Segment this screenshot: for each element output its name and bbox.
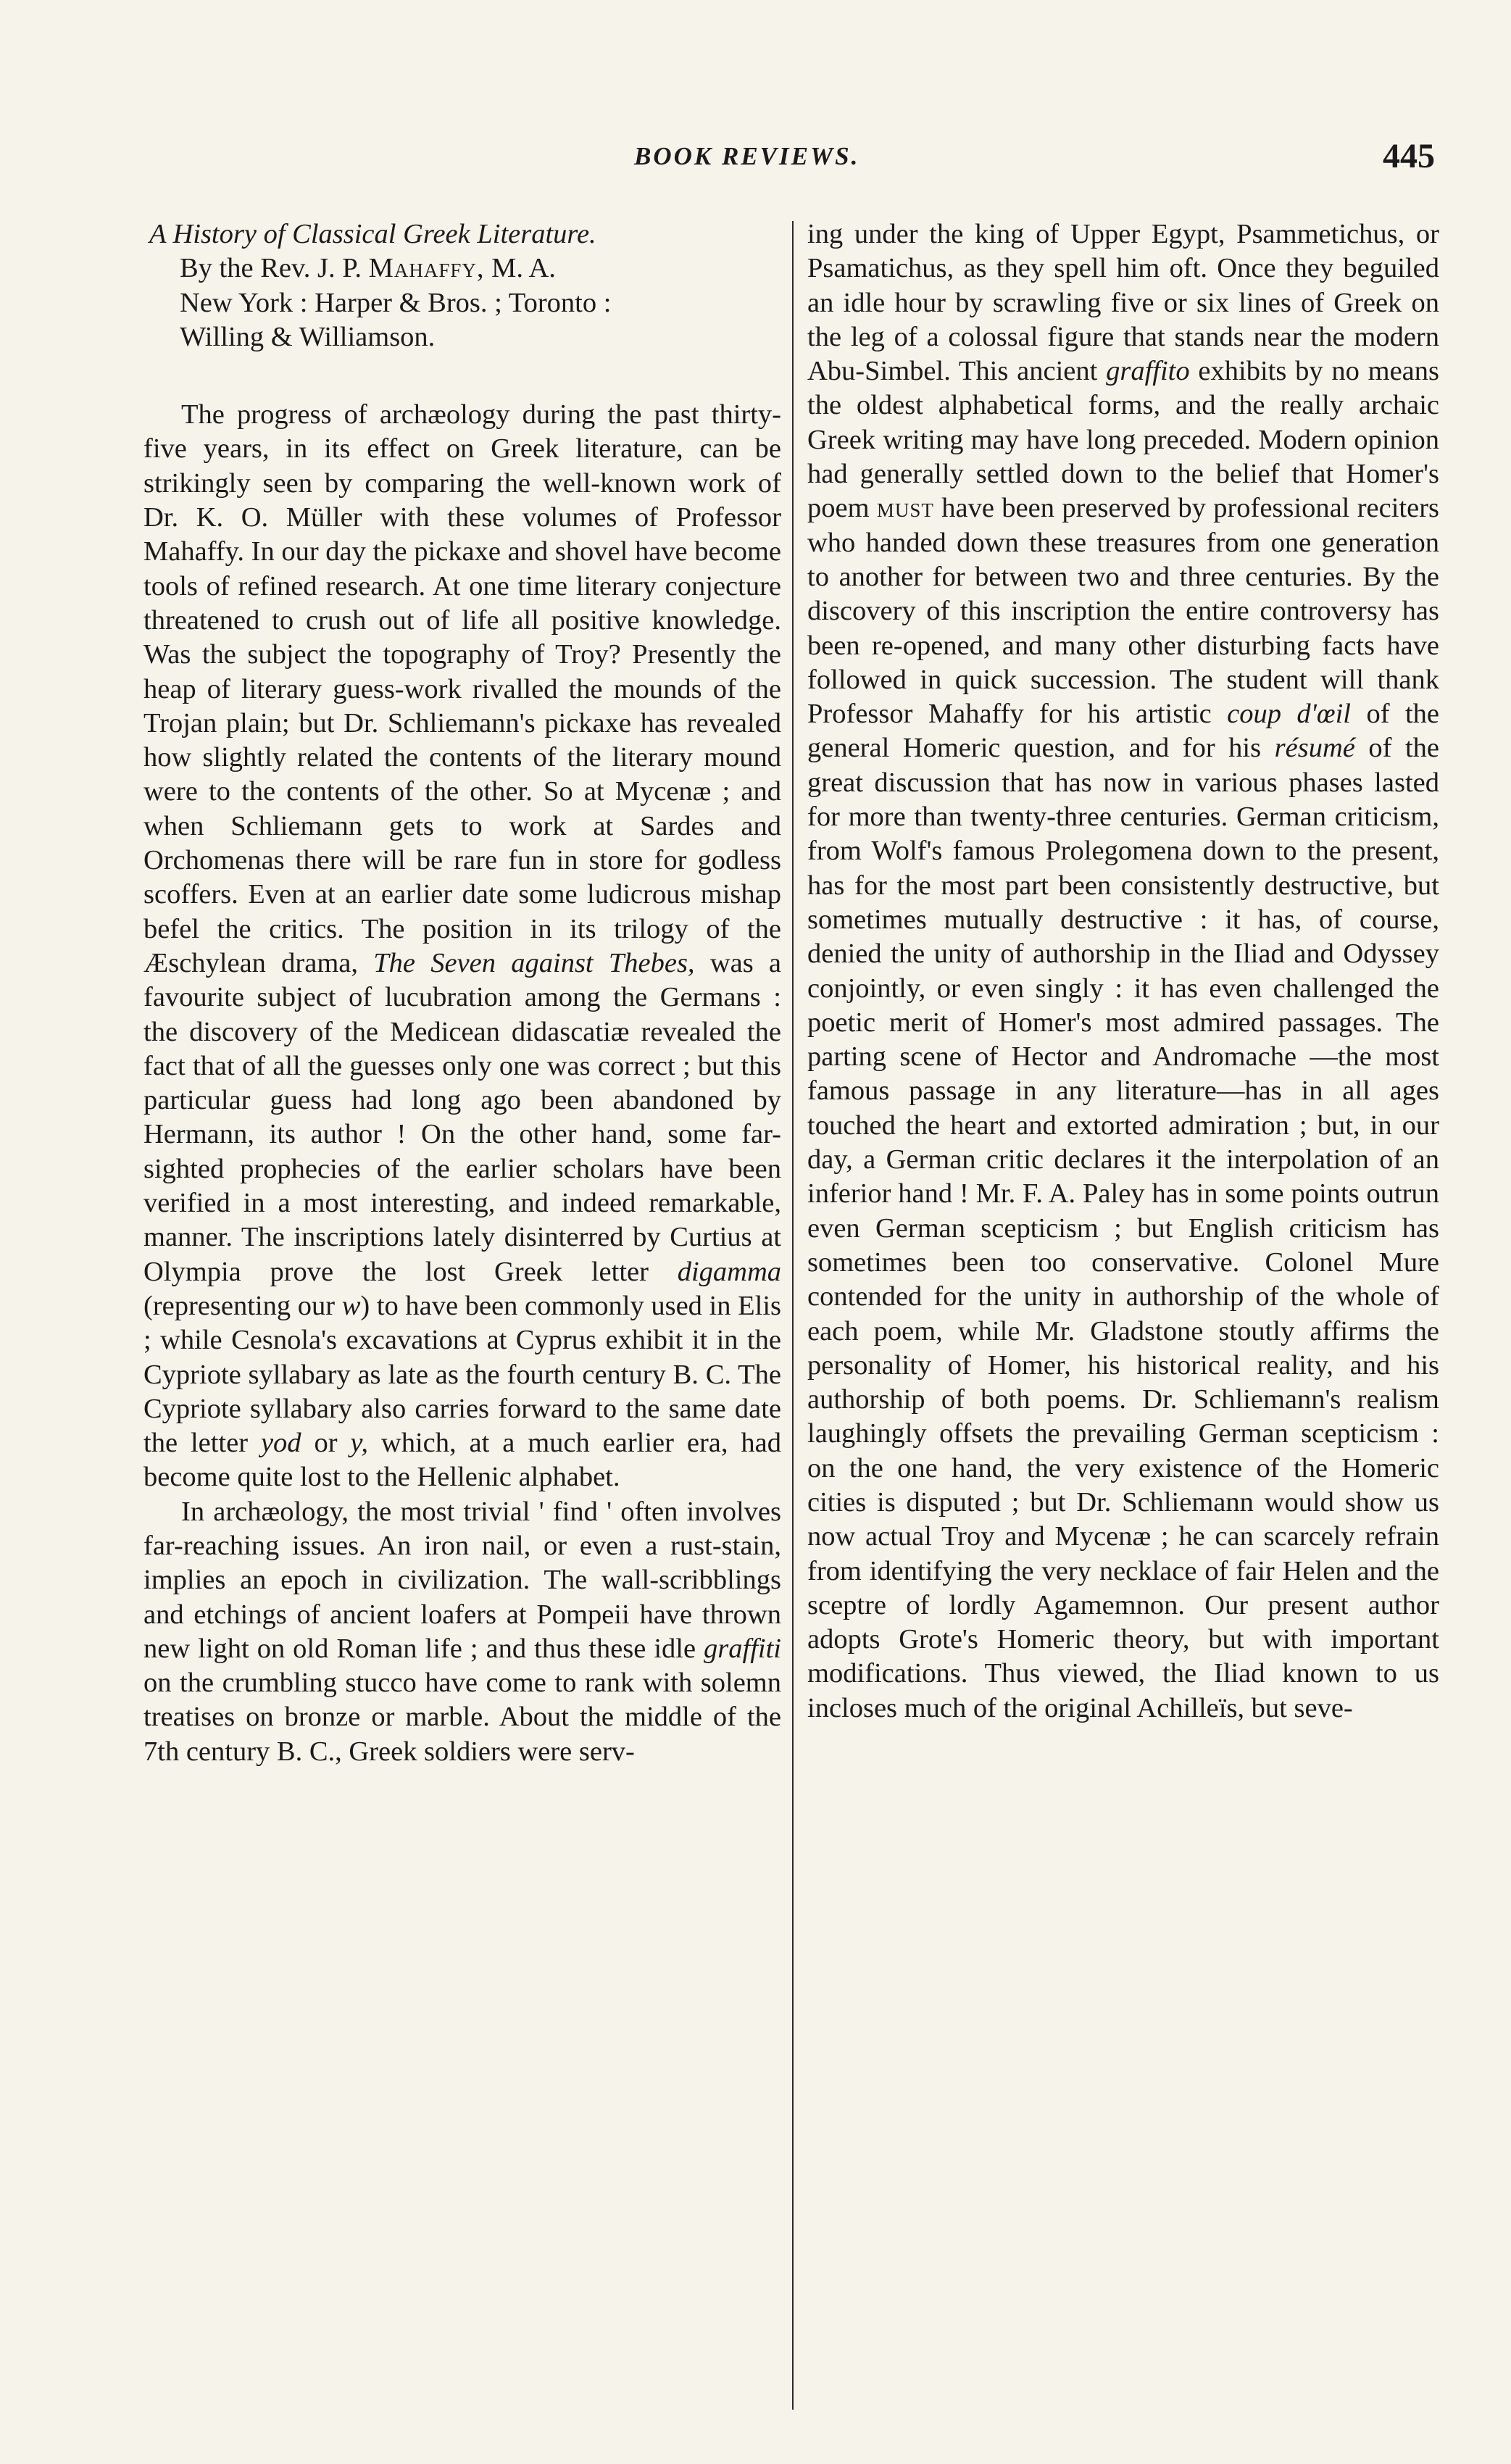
- text-run: exhibits by no means the oldest alphabetical forms, and the really archaic Greek writing may have long preceded. Modern opinion had generally settled down to the belief that Homer's poem: [807, 356, 1440, 524]
- right-column: [807, 217, 1439, 1726]
- italic-term: yod: [260, 1428, 301, 1459]
- paragraph-2: [143, 1495, 781, 1769]
- publisher-line-2: Willing & Williamson.: [180, 321, 436, 352]
- paragraph-continuation: [807, 217, 1439, 1726]
- publisher-line-1: New York : Harper & Bros. ; Toronto :: [180, 287, 612, 318]
- running-head: BOOK REVIEWS.: [634, 142, 860, 170]
- text-run: on the crumbling stucco have come to rank with solemn treatises on bronze or marble. About the middle of the 7th century B. C., Greek soldiers were serv-: [143, 1668, 781, 1767]
- page-number: 445: [1383, 137, 1435, 175]
- italic-term: w: [341, 1290, 361, 1321]
- left-column: [143, 217, 781, 1769]
- text-run: The progress of archæology during the past thirty-five years, in its effect on Greek literature, can be strikingly seen by comparing the well-known work of Dr. K. O. Müller with these volumes of Professor Mahaffy. In our day the pickaxe and shovel have become tools of refined research. At one time literary conjecture threatened to crush out of life all positive knowledge. Was the subject the topography of Troy? Presently the heap of literary guess-work rivalled the mounds of the Trojan plain; but Dr. Schliemann's pickaxe has revealed how slightly related the contents of the literary mound were to the contents of the other. So at Mycenæ ; and when Schliemann gets to work at Sardes and Orchomenas there will be rare fun in store for godless scoffers. Even at an earlier date some ludicrous mishap befel the critics. The position in its trilogy of the Æschylean drama,: [143, 399, 781, 978]
- italic-term: graffito: [1106, 356, 1190, 387]
- text-run: (representing our: [143, 1290, 336, 1321]
- italic-term: coup d'œil: [1227, 699, 1351, 730]
- italic-term: y,: [350, 1428, 369, 1459]
- text-run: which, at a much earlier era, had become quite lost to the Hellenic alphabet.: [143, 1428, 781, 1493]
- italic-term: graffiti: [704, 1633, 781, 1664]
- review-heading: [149, 217, 781, 354]
- paragraph-1: [143, 398, 781, 1495]
- text-run: was a favourite subject of lucubration among the Germans : the discovery of the Medicean didascatiæ revealed the fact that of all the guesses only one was correct ; but this particular guess had long ago been abandoned by Hermann, its author ! On the other hand, some far-sighted prophecies of the earlier scholars have been verified in a most interesting, and indeed remarkable, manner. The inscriptions lately disinterred by Curtius at Olympia prove the lost Greek letter: [143, 947, 782, 1287]
- italic-term: résumé: [1274, 733, 1355, 764]
- author-suffix: M. A.: [491, 253, 556, 284]
- text-run: In archæology, the most trivial ' find ' often involves far-reaching issues. An iron nail, or even a rust-stain, implies an epoch in civilization. The wall-scribblings and etchings of ancient loafers at Pompeii have thrown new light on old Roman life ; and thus these idle: [143, 1496, 781, 1664]
- small-caps-term: must: [876, 493, 934, 524]
- italic-term: digamma: [677, 1256, 781, 1287]
- book-title: A History of Classical Greek Literature.: [149, 219, 596, 249]
- play-title: The Seven against Thebes,: [373, 947, 695, 978]
- column-divider: [792, 221, 794, 2410]
- author-name: Mahaffy,: [368, 253, 485, 284]
- text-run: of the great discussion that has now in various phases lasted for more than twenty-three centuries. German criticism, from Wolf's famous Prolegomena down to the present, has for the most part been consistently destructive, but sometimes mutually destructive : it has, of course, denied the unity of authorship in the Iliad and Odyssey conjointly, or even singly : it has even challenged the poetic merit of Homer's most admired passages. The parting scene of Hector and Andromache —the most famous passage in any literature—has in all ages touched the heart and extorted admiration ; but, in our day, a German critic declares it the interpolation of an inferior hand ! Mr. F. A. Paley has in some points outrun even German scepticism ; but English criticism has sometimes been too conservative. Colonel Mure contended for the unity in authorship of the whole of each poem, while Mr. Gladstone stoutly affirms the personality of Homer, his historical reality, and his authorship of both poems. Dr. Schliemann's realism laughingly offsets the prevailing German scepticism : on the one hand, the very existence of the Homeric cities is disputed ; but Dr. Schliemann would show us now actual Troy and Mycenæ ; he can scarcely refrain from identifying the very necklace of fair Helen and the sceptre of lordly Agamemnon. Our present author adopts Grote's Homeric theory, but with important modifications. Thus viewed, the Iliad known to us incloses much of the original Achilleïs, but seve-: [807, 733, 1440, 1723]
- text-run: ) to have been commonly used in Elis ; while Cesnola's excavations at Cyprus exhibit it in the Cypriote syllabary as late as the fourth century B. C. The Cypriote syllabary also carries forward to the same date the letter: [143, 1290, 781, 1459]
- page-header: [145, 137, 1435, 186]
- text-run: ing under the king of Upper Egypt, Psammetichus, or Psamatichus, as they spell him oft. Once they beguiled an idle hour by scrawling five or six lines of Greek on the leg of a colossal figure that stands near the modern Abu-Simbel. This ancient: [807, 219, 1439, 387]
- author-prefix: By the Rev. J. P.: [180, 253, 362, 284]
- text-run: have been preserved by professional reciters who handed down these treasures from one generation to another for between two and three centuries. By the discovery of this inscription the entire controversy has been re-opened, and many other disturbing facts have followed in quick succession. The student will thank Professor Mahaffy for his artistic: [807, 493, 1440, 730]
- text-run: of the general Homeric question, and for his: [807, 699, 1440, 764]
- text-run: or: [314, 1428, 338, 1459]
